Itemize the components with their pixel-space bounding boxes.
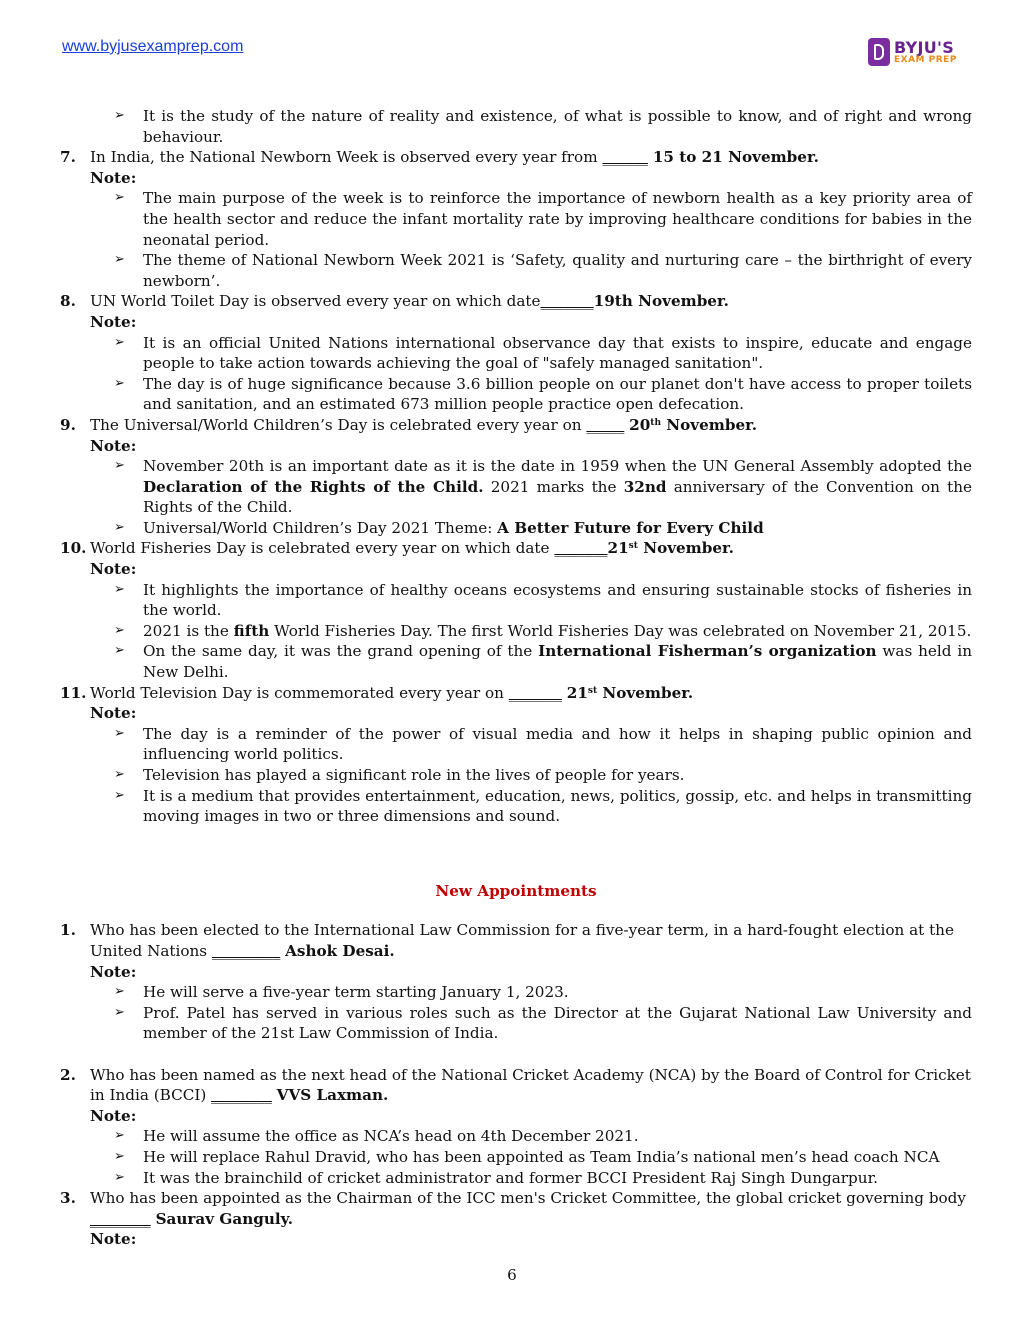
answer: 21st November.	[607, 539, 734, 558]
answer: 19th November.	[593, 292, 729, 311]
bullet-item: ➢ He will serve a five-year term starting January 1, 2023.	[114, 983, 569, 1002]
question-9: 9. The Universal/World Children’s Day is celebrated every year on _____ 20th November.	[60, 415, 758, 434]
arrow-bullet-icon: ➢	[114, 519, 125, 535]
bullet-item: ➢ He will assume the office as NCA’s head on 4th December 2021.	[114, 1127, 639, 1146]
note-label: Note:	[90, 1106, 137, 1125]
bullet-item: ➢ He will replace Rahul Dravid, who has been appointed as Team India’s national men’s head coach NCA	[114, 1147, 940, 1166]
arrow-bullet-icon: ➢	[114, 725, 125, 741]
arrow-bullet-icon: ➢	[114, 984, 125, 1000]
bullet-item: ➢ It is a medium that provides entertainment, education, news, politics, gossip, etc. and helps in transmitting moving images in two or three dimensions and sound.	[114, 786, 972, 826]
arrow-bullet-icon: ➢	[114, 375, 125, 391]
bullet-item: ➢ On the same day, it was the grand opening of the International Fisherman’s organization was held in New Delhi.	[114, 642, 973, 682]
bullet-item: ➢ The day is of huge significance because 3.6 billion people on our planet don't have access to proper toilets and sanitation, and an estimated 673 million people practice open defecation.	[114, 374, 972, 414]
bullet-item: ➢ 2021 is the fifth World Fisheries Day. The first World Fisheries Day was celebrated on November 21, 2015.	[114, 621, 972, 640]
note-label: Note:	[90, 436, 137, 455]
bullet-item: ➢ Television has played a significant role in the lives of people for years.	[114, 766, 685, 784]
bullet-item: ➢ It is an official United Nations international observance day that exists to inspire, educate and engage people to take action towards achieving the goal of "safely managed sanitation".	[114, 333, 972, 373]
page-number: 6	[507, 1266, 517, 1284]
note-label: Note:	[90, 168, 137, 187]
arrow-bullet-icon: ➢	[114, 108, 125, 123]
bullet-item: ➢ It is the study of the nature of reality and existence, of what is possible to know, and of right and wrong behaviour.	[114, 107, 972, 146]
question-10: 10. World Fisheries Day is celebrated every year on which date _______21st November.	[60, 539, 734, 558]
bullet-item: ➢ It highlights the importance of healthy oceans ecosystems and ensuring sustainable stocks of fisheries in the world.	[114, 580, 972, 620]
answer: 20th November.	[629, 415, 758, 434]
note-label: Note:	[90, 704, 137, 723]
section-title: New Appointments	[435, 881, 597, 900]
appointment-1: 1. Who has been elected to the International Law Commission for a five-year term, in a hard-fought election at the United Nations _________ Ashok Desai.	[60, 921, 954, 960]
bullet-item: ➢ The theme of National Newborn Week 2021 is ‘Safety, quality and nurturing care – the birthright of every newborn’.	[114, 251, 972, 290]
question-11: 11. World Television Day is commemorated every year on _______ 21st November.	[60, 683, 694, 702]
arrow-bullet-icon: ➢	[114, 643, 125, 659]
note-label: Note:	[90, 962, 137, 981]
bullet-item: ➢ November 20th is an important date as it is the date in 1959 when the UN General Assembly adopted the Declaration of the Rights of the Child. 2021 marks the 32nd anniversary of the Convention on the Rights of the Child.	[114, 457, 973, 517]
appointment-3: 3. Who has been appointed as the Chairman of the ICC men's Cricket Committee, the global cricket governing body ________ Saurav Ganguly.	[60, 1189, 966, 1228]
arrow-bullet-icon: ➢	[114, 767, 125, 782]
arrow-bullet-icon: ➢	[114, 252, 125, 268]
arrow-bullet-icon: ➢	[114, 334, 125, 350]
byjus-logo-icon	[868, 38, 890, 66]
arrow-bullet-icon: ➢	[114, 1169, 125, 1185]
byjus-logo	[868, 34, 968, 70]
bullet-item: ➢ Prof. Patel has served in various roles such as the Director at the Gujarat National Law University and member of the 21st Law Commission of India.	[114, 1003, 972, 1043]
arrow-bullet-icon: ➢	[114, 190, 125, 206]
arrow-bullet-icon: ➢	[114, 581, 125, 597]
bullet-item: ➢ Universal/World Children’s Day 2021 Theme: A Better Future for Every Child	[114, 518, 764, 537]
logo-line2: EXAM PREP	[894, 54, 957, 65]
arrow-bullet-icon: ➢	[114, 1128, 125, 1144]
note-label: Note:	[90, 560, 137, 579]
arrow-bullet-icon: ➢	[114, 787, 125, 803]
note-label: Note:	[90, 312, 137, 331]
bullet-item: ➢ The day is a reminder of the power of visual media and how it helps in shaping public opinion and influencing world politics.	[114, 724, 972, 764]
answer: Saurav Ganguly.	[155, 1209, 294, 1228]
arrow-bullet-icon: ➢	[114, 1148, 125, 1164]
bullet-item: ➢ The main purpose of the week is to reinforce the importance of newborn health as a key priority area of the health sector and reduce the infant mortality rate by improving healthcare conditions for babies in the neonatal period.	[114, 189, 972, 249]
document-body	[60, 106, 972, 1250]
logo-line1: BYJU'S	[894, 37, 955, 57]
answer: Ashok Desai.	[285, 941, 395, 960]
bullet-item: ➢ It was the brainchild of cricket administrator and former BCCI President Raj Singh Dungarpur.	[114, 1168, 878, 1187]
appointment-2: 2. Who has been named as the next head of the National Cricket Academy (NCA) by the Board of Control for Cricket in India (BCCI) ________ VVS Laxman.	[60, 1065, 971, 1105]
answer: 15 to 21 November.	[652, 148, 819, 167]
question-8: 8. UN World Toilet Day is observed every year on which date_______19th November.	[60, 292, 729, 311]
question-7: 7. In India, the National Newborn Week is observed every year from ______ 15 to 21 November.	[60, 148, 819, 167]
arrow-bullet-icon: ➢	[114, 622, 125, 638]
note-label: Note:	[90, 1230, 137, 1249]
website-link[interactable]: www.byjusexamprep.com	[62, 38, 244, 55]
arrow-bullet-icon: ➢	[114, 458, 125, 474]
arrow-bullet-icon: ➢	[114, 1004, 125, 1020]
answer: 21st November.	[566, 683, 694, 702]
answer: VVS Laxman.	[276, 1086, 389, 1105]
